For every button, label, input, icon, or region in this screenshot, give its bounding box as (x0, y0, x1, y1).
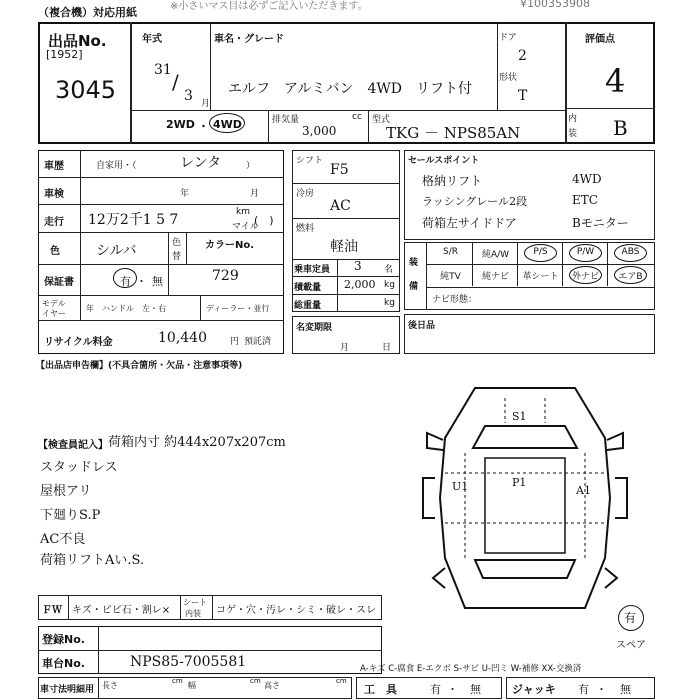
warranty-yes-circle (113, 268, 137, 288)
score-label: 評価点 (585, 34, 615, 45)
shape-label: 形状 (499, 73, 518, 83)
color-no-label: カラーNo. (205, 240, 255, 251)
spare-label: スペア (616, 640, 646, 651)
name-change-unit: 月 (340, 343, 350, 353)
model-label: 型式 (372, 115, 391, 125)
after-purchase-label: 後日品 (408, 321, 436, 331)
door-label: ドア (499, 33, 517, 43)
mileage-unit-mile: マイル (232, 222, 259, 232)
capacity-value: 3 (354, 259, 362, 273)
history-options: 自家用・（ (96, 161, 137, 171)
drive-2wd: 2WD (166, 118, 195, 131)
registration-label: 登録No. (42, 633, 85, 646)
inspector-line-1: 荷箱内寸 約444x207x207cm (108, 435, 286, 450)
lot-bracket: [1952] (46, 48, 83, 61)
drive-4wd: 4WD (213, 118, 242, 131)
seat-items: コゲ・穴・汚レ・シミ・破レ・スレ (216, 605, 376, 616)
inspection-year-unit: 年 (180, 189, 190, 199)
equipment-item: 革シート (522, 272, 559, 282)
equipment-item: 純ナビ (481, 272, 509, 282)
equipment-circle (569, 266, 602, 284)
weight-label: 総重量 (294, 301, 322, 311)
equipment-item: 純TV (440, 272, 461, 282)
year-slash: / (172, 70, 179, 94)
diagram-mark-p1: P1 (512, 476, 527, 489)
inspection-label: 車検 (44, 189, 64, 200)
door-value: 2 (518, 48, 527, 64)
inspection-month-unit: 月 (250, 189, 260, 199)
faint-top-number: ¥100353908 (520, 0, 590, 10)
model-year-dealer: ディーラー・並行 (206, 304, 270, 313)
form-note: （複合機）対応用紙 (38, 6, 137, 19)
history-close: ） (246, 161, 256, 171)
sales-points-label: セールスポイント (408, 156, 480, 166)
inspector-line-2: スタッドレス (40, 460, 118, 475)
dims-width: 幅 (188, 681, 196, 690)
sales-point-3: 荷箱左サイドドア (422, 216, 517, 230)
fw-label: ＦＷ (42, 605, 62, 616)
load-value: 2,000 (344, 278, 376, 291)
navi-label: ナビ形態： (432, 295, 478, 305)
car-label: 車名・グレード (214, 34, 284, 45)
mileage-paren: ( ) (254, 214, 274, 227)
inspector-line-5: AC不良 (40, 532, 86, 547)
drive-dot: ・ (198, 120, 209, 133)
inspector-line-3: 屋根アリ (40, 484, 92, 499)
car-name: エルフ アルミバン 4WD リフト付 (228, 81, 472, 97)
jack-no: 無 (620, 683, 631, 696)
lot-number: 3045 (55, 76, 117, 104)
equipment-circle (614, 266, 647, 284)
color-value: シルバ (96, 243, 137, 259)
equipment-item: P/W (576, 247, 595, 257)
displacement-label: 排気量 (272, 115, 300, 125)
capacity-unit: 名 (384, 265, 394, 275)
warranty-yes: 有 (120, 275, 131, 288)
diagram-mark-u1: U1 (452, 480, 469, 493)
equipment-circle (614, 244, 647, 262)
weight-unit: kg (384, 298, 395, 308)
shift-label: シフト (296, 156, 324, 166)
history-label: 車歴 (44, 161, 64, 172)
sales-point-4: 4WD (572, 172, 602, 186)
dims-height-unit: cm (336, 677, 347, 685)
faint-top-text: ※小さいマス目は必ずご記入いただきます。 (170, 1, 368, 12)
month-value: 3 (184, 88, 193, 104)
warranty-label: 保証書 (44, 277, 74, 288)
interior-label-1: 内 (568, 114, 578, 124)
sales-point-1: 格納リフト (422, 174, 483, 188)
fw-items: キズ・ビビ石・割レ× (72, 605, 171, 616)
displacement-value: 3,000 (302, 124, 337, 138)
sales-point-6: Bモニター (572, 216, 629, 230)
name-change-day: 日 (382, 343, 392, 353)
capacity-label: 乗車定員 (294, 265, 331, 275)
warranty-dot: ・ (136, 275, 147, 288)
dims-length: 長さ (102, 681, 118, 690)
equipment-item: ABS (621, 247, 640, 257)
ac-label: 冷房 (296, 189, 315, 199)
mileage-value: 12万2千1 5 7 (88, 212, 179, 228)
diagram-mark-a1: A1 (576, 484, 591, 497)
jack-yes: 有 (578, 683, 589, 696)
interior-value: B (613, 116, 628, 140)
jack-dot: ・ (596, 683, 607, 696)
dims-label: 車寸法明細用 (40, 685, 95, 695)
year-label: 年式 (142, 34, 162, 45)
legend: A-キズ C-腐食 E-エクボ S-サビ U-凹ミ W-補修 XX-交換済 (360, 664, 582, 674)
equipment-circle (524, 244, 557, 262)
tool-yes: 有 (430, 683, 441, 696)
mileage-label: 走行 (44, 217, 64, 228)
color-change-2: 替 (172, 252, 182, 262)
equipment-item: 純A/W (481, 250, 510, 260)
tool-label: 工 具 (364, 683, 397, 696)
equipment-item: S/R (443, 247, 458, 257)
displacement-unit: cc (352, 112, 362, 122)
chassis-value: NPS85-7005581 (130, 654, 247, 670)
seat-label-1: シート (183, 598, 207, 607)
color-no-value: 729 (212, 268, 239, 284)
recycle-unit: 円 (230, 337, 240, 347)
equipment-circle (569, 244, 602, 262)
sales-point-5: ETC (572, 193, 598, 207)
chassis-label: 車台No. (42, 657, 85, 670)
equipment-item: 外ナビ (571, 272, 599, 282)
score-value: 4 (605, 62, 626, 100)
month-unit: 月 (201, 99, 211, 109)
diagram-mark-s1: S1 (512, 410, 527, 423)
year-value: 31 (154, 62, 172, 78)
shape-value: T (518, 88, 528, 104)
info-block (38, 150, 284, 354)
dims-height: 高さ (264, 681, 280, 690)
spare-circle-text: 有 (624, 611, 637, 625)
recycle-deposit: 預託済 (244, 337, 272, 347)
inspector-label: 【検査員記入】 (38, 440, 108, 451)
interior-label-2: 装 (568, 129, 578, 139)
drive-4wd-circle (209, 113, 245, 133)
lot-label: 出品No. (48, 32, 107, 50)
jack-label: ジャッキ (512, 683, 556, 696)
recycle-label: リサイクル料金 (44, 337, 113, 348)
model-value: TKG － NPS85AN (386, 124, 521, 142)
model-year-fields: 年 ハンドル 左・右 (86, 304, 166, 313)
model-year-label-2: イヤー (42, 309, 66, 318)
fuel-value: 軽油 (330, 239, 358, 255)
tool-no: 無 (470, 683, 481, 696)
tool-dot: ・ (447, 683, 458, 696)
equipment-label-2: 備 (409, 282, 419, 292)
inspector-line-4: 下廻りS.P (40, 508, 101, 523)
declaration-label: 【出品店申告欄】(不具合箇所・欠品・注意事項等) (36, 361, 243, 371)
mileage-unit-km: km (236, 207, 250, 217)
sales-point-2: ラッシングレール2段 (422, 195, 528, 208)
equipment-item: エアB (618, 272, 643, 282)
shift-value: F5 (330, 162, 349, 178)
dims-width-unit: cm (250, 677, 261, 685)
dims-length-unit: cm (172, 677, 183, 685)
seat-label-2: 内装 (185, 609, 201, 618)
equipment-item: P/S (533, 247, 548, 257)
after-purchase-block (404, 314, 655, 354)
fuel-label: 燃料 (296, 224, 315, 234)
ac-value: AC (330, 198, 351, 214)
equipment-label-1: 装 (409, 258, 419, 268)
model-year-label-1: モデル (42, 299, 66, 308)
color-change-1: 色 (172, 238, 182, 248)
inspector-line-6: 荷箱リフトAい.S. (40, 553, 145, 568)
load-label: 積載量 (294, 283, 322, 293)
load-unit: kg (384, 280, 395, 290)
history-value: レンタ (180, 155, 222, 171)
recycle-value: 10,440 (158, 330, 207, 346)
color-label: 色 (50, 246, 60, 257)
name-change-label: 名変期限 (296, 323, 333, 333)
warranty-no: 無 (152, 275, 163, 288)
